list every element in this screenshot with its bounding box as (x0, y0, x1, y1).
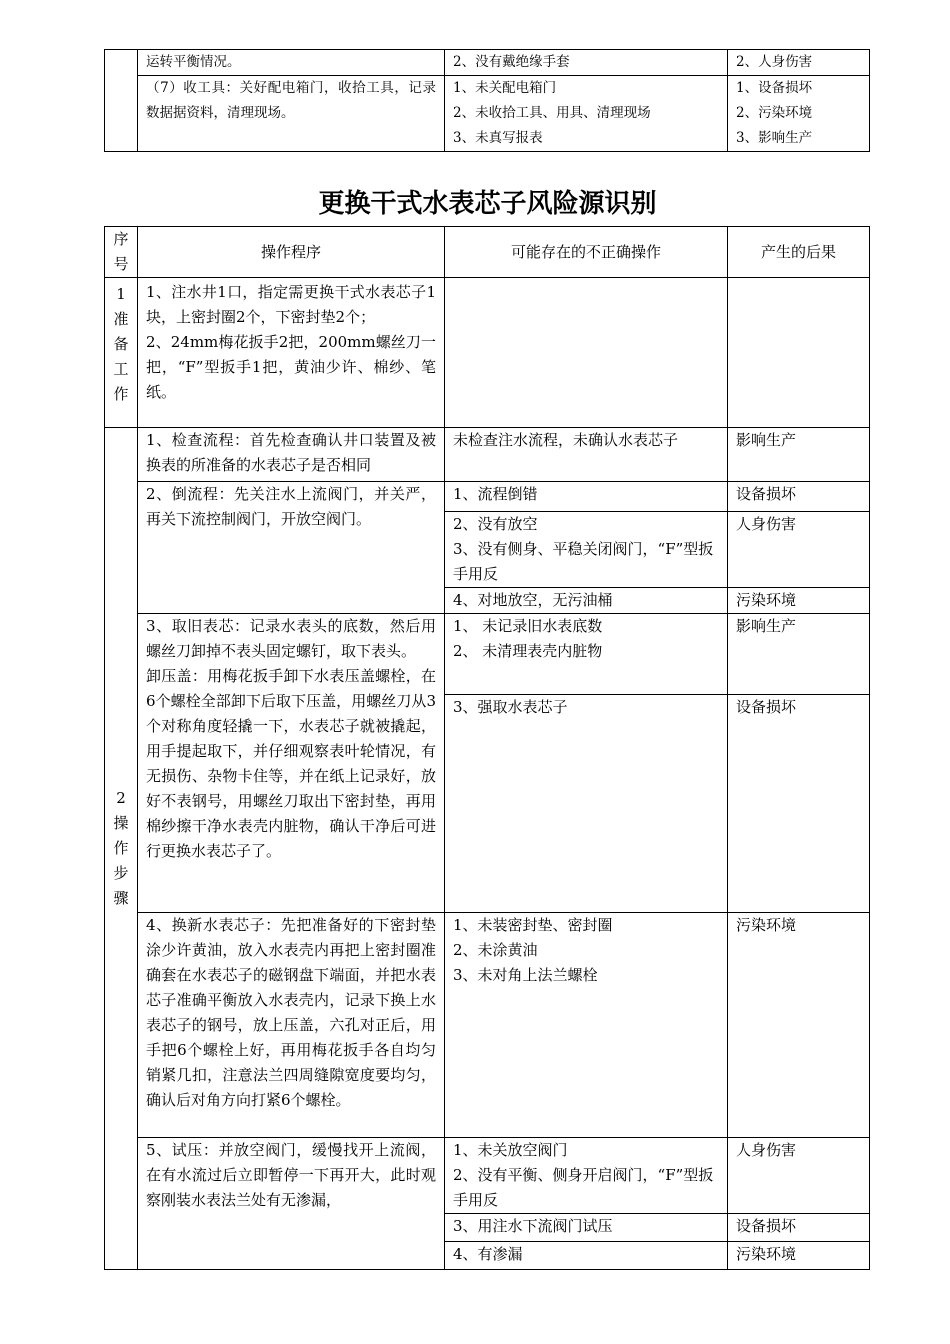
table-row (105, 76, 870, 152)
result-cell: 污染环境 (728, 1242, 870, 1270)
table-row (105, 482, 870, 512)
seq-char: 步 (113, 864, 129, 882)
table-row (105, 278, 870, 428)
procedure-text: 运转平衡情况。 (146, 54, 241, 70)
table-row (105, 428, 870, 482)
result-cell: 人身伤害 (728, 1138, 870, 1214)
operation-text: 4、对地放空，无污油桶 (453, 591, 613, 609)
procedure-cell (138, 614, 445, 913)
procedure-text: （7）收工具：关好配电箱门，收拾工具，记录数据据资料，清理现场。 (146, 80, 436, 121)
result-cell: 设备损坏 (728, 482, 870, 512)
header-operations: 可能存在的不正确操作 (445, 227, 728, 278)
operation-cell (445, 588, 728, 614)
operation-cell (445, 695, 728, 913)
seq-char: 2 (116, 789, 126, 807)
result-text: 3、影响生产 (736, 130, 813, 146)
seq-char: 作 (113, 839, 129, 857)
operation-text: 1、未装密封垫、密封圈 (453, 916, 613, 934)
operation-cell (445, 278, 728, 428)
result-text: 2、人身伤害 (736, 54, 813, 70)
table-row (105, 913, 870, 1138)
result-text: 1、设备损坏 (736, 80, 813, 96)
operation-cell (445, 76, 728, 152)
operation-text: 2、没有平衡、侧身开启阀门，“F”型扳手用反 (453, 1166, 714, 1209)
result-cell: 设备损坏 (728, 1214, 870, 1242)
procedure-cell: 2、倒流程：先关注水上流阀门，并关严，再关下流控制阀门，开放空阀门。 (138, 482, 445, 614)
operation-text: 2、未收拾工具、用具、清理现场 (453, 105, 651, 121)
operation-cell (445, 1242, 728, 1270)
header-row (105, 227, 870, 278)
procedure-cell: 5、试压：并放空阀门，缓慢找开上流阀，在有水流过后立即暂停一下再开大，此时观察刚装水表法兰处有无渗漏， (138, 1138, 445, 1270)
operation-cell (445, 1214, 728, 1242)
operation-text: 2、未涂黄油 (453, 941, 538, 959)
result-cell: 人身伤害 (728, 512, 870, 588)
seq-char: 1 (116, 285, 126, 303)
table-row (105, 1138, 870, 1214)
operation-text: 4、有渗漏 (453, 1245, 523, 1263)
procedure-text: 卸压盖：用梅花扳手卸下水表压盖螺栓，在6个螺栓全部卸下后取下压盖，用螺丝刀从3个对称角度轻撬一下，水表芯子就被撬起，用手提起取下，并仔细观察表叶轮情况，有无损伤、杂物卡住等，并在纸上记录好，放好不表钢号，用螺丝刀取出下密封垫，再用棉纱擦干净水表壳内脏物，确认干净后可进行更换水表芯子了。 (146, 667, 436, 860)
header-seq (105, 227, 138, 278)
operation-text: 3、用注水下流阀门试压 (453, 1217, 613, 1235)
risk-table (104, 226, 870, 1270)
seq-char: 工 (113, 360, 129, 378)
operation-cell (445, 614, 728, 695)
procedure-text: 2、24mm梅花扳手2把，200mm螺丝刀一把，“F”型扳手1把，黄油少许、棉纱、笔纸。 (146, 333, 436, 401)
operation-text: 3、未对角上法兰螺栓 (453, 966, 598, 984)
operation-cell (445, 50, 728, 76)
operation-text: 2、 未清理表壳内脏物 (453, 642, 603, 660)
result-cell (728, 278, 870, 428)
section-seq (105, 278, 138, 428)
operation-text: 1、未关配电箱门 (453, 80, 557, 96)
operation-text: 3、强取水表芯子 (453, 698, 568, 716)
seq-char: 骤 (113, 889, 129, 907)
section-seq (105, 428, 138, 1270)
result-cell (728, 50, 870, 76)
header-seq-char: 号 (113, 255, 129, 273)
seq-char: 备 (113, 335, 129, 353)
operation-text: 3、未真写报表 (453, 130, 543, 146)
procedure-text: 1、注水井1口，指定需更换干式水表芯子1块，上密封圈2个，下密封垫2个； (146, 283, 436, 326)
result-cell: 污染环境 (728, 913, 870, 1138)
operation-text: 2、没有放空 (453, 515, 538, 533)
table-row (105, 614, 870, 695)
procedure-text: 3、取旧表芯：记录水表头的底数，然后用螺丝刀卸掉不表头固定螺钉，取下表头。 (146, 617, 436, 660)
operation-cell (445, 512, 728, 588)
header-results: 产生的后果 (728, 227, 870, 278)
seq-char: 准 (113, 310, 129, 328)
seq-char: 操 (113, 814, 129, 832)
result-cell (728, 76, 870, 152)
header-seq-char: 序 (113, 230, 129, 248)
result-cell: 影响生产 (728, 428, 870, 482)
document-title: 更换干式水表芯子风险源识别 (318, 189, 657, 219)
procedure-cell (138, 50, 445, 76)
seq-char: 作 (113, 385, 129, 403)
operation-text: 1、流程倒错 (453, 485, 538, 503)
result-cell: 污染环境 (728, 588, 870, 614)
procedure-cell (138, 278, 445, 428)
table-row (105, 50, 870, 76)
continuation-table (104, 49, 870, 152)
operation-cell (445, 428, 728, 482)
operation-text: 1、未关放空阀门 (453, 1141, 568, 1159)
operation-text: 1、 未记录旧水表底数 (453, 617, 603, 635)
operation-cell (445, 482, 728, 512)
header-procedure: 操作程序 (138, 227, 445, 278)
result-cell: 设备损坏 (728, 695, 870, 913)
procedure-cell (138, 76, 445, 152)
procedure-cell: 4、换新水表芯子：先把准备好的下密封垫涂少许黄油，放入水表壳内再把上密封圈准确套在水表芯子的磁钢盘下端面，并把水表芯子准确平衡放入水表壳内，记录下换上水表芯子的钢号，放上压盖，六孔对正后，用手把6个螺栓上好，再用梅花扳手各自均匀销紧几扣，注意法兰四周缝隙宽度要均匀，确认后对角方向打紧6个螺栓。 (138, 913, 445, 1138)
operation-cell (445, 1138, 728, 1214)
procedure-cell: 1、检查流程：首先检查确认井口装置及被换表的所准备的水表芯子是否相同 (138, 428, 445, 482)
result-text: 2、污染环境 (736, 105, 813, 121)
operation-text: 2、没有戴绝缘手套 (453, 54, 570, 70)
result-cell: 影响生产 (728, 614, 870, 695)
operation-text: 未检查注水流程，未确认水表芯子 (453, 431, 679, 449)
operation-cell (445, 913, 728, 1138)
seq-cell (105, 50, 138, 152)
operation-text: 3、没有侧身、平稳关闭阀门，“F”型扳手用反 (453, 540, 714, 583)
